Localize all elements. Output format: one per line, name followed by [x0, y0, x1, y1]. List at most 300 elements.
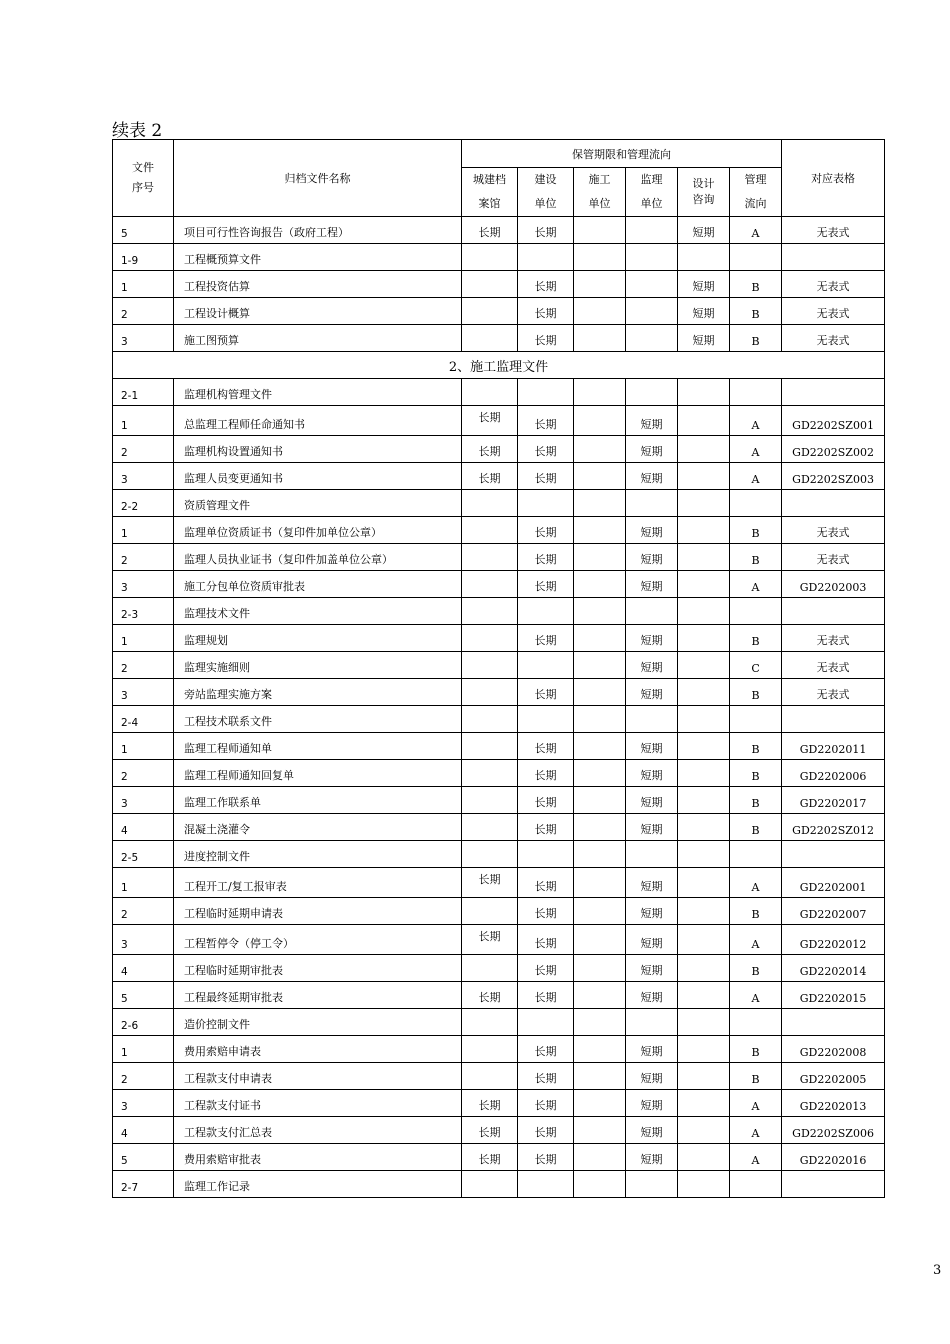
cell-citymuseum-text: 长期 — [478, 991, 501, 1004]
cell-seq-text: 2 — [121, 447, 128, 459]
cell-seq — [113, 706, 174, 733]
cell-supervisor — [626, 271, 678, 298]
cell-form — [782, 325, 885, 352]
cell-design — [678, 406, 730, 436]
table-row — [113, 406, 885, 436]
cell-design-text: 短期 — [692, 280, 715, 293]
cell-seq — [113, 490, 174, 517]
cell-flow — [730, 517, 782, 544]
cell-seq — [113, 1171, 174, 1198]
cell-name — [174, 571, 462, 598]
cell-construction — [518, 217, 574, 244]
cell-supervisor — [626, 982, 678, 1009]
cell-flow-text: A — [751, 227, 760, 240]
cell-form — [782, 925, 885, 955]
cell-seq — [113, 406, 174, 436]
table-row — [113, 244, 885, 271]
cell-citymuseum-text: 长期 — [478, 1126, 501, 1139]
cell-design — [678, 325, 730, 352]
cell-design — [678, 652, 730, 679]
cell-flow-text: B — [751, 743, 760, 756]
cell-form — [782, 490, 885, 517]
cell-citymuseum-text: 长期 — [478, 411, 501, 424]
cell-construction-text: 长期 — [534, 823, 557, 836]
cell-citymuseum-text: 长期 — [478, 472, 501, 485]
cell-construction-text: 长期 — [534, 742, 557, 755]
cell-name-text: 工程款支付证书 — [184, 1099, 261, 1112]
cell-flow — [730, 271, 782, 298]
cell-supervisor — [626, 733, 678, 760]
cell-citymuseum — [462, 244, 518, 271]
cell-name — [174, 1063, 462, 1090]
cell-form-text: GD2202013 — [799, 1100, 867, 1113]
cell-supervisor — [626, 868, 678, 898]
cell-contractor — [574, 982, 626, 1009]
cell-flow — [730, 787, 782, 814]
cell-flow-text: B — [751, 308, 760, 321]
cell-construction-text: 长期 — [534, 1045, 557, 1058]
header-col-line2: 单位 — [534, 197, 557, 210]
cell-contractor — [574, 679, 626, 706]
cell-construction-text: 长期 — [534, 688, 557, 701]
table-row — [113, 982, 885, 1009]
cell-flow — [730, 244, 782, 271]
cell-citymuseum-text — [462, 1194, 517, 1197]
cell-seq — [113, 298, 174, 325]
cell-flow — [730, 544, 782, 571]
cell-flow-text: B — [751, 635, 760, 648]
cell-name-text: 监理机构设置通知书 — [184, 445, 283, 458]
cell-name-text: 监理人员变更通知书 — [184, 472, 283, 485]
cell-name-text: 资质管理文件 — [184, 499, 250, 512]
cell-citymuseum — [462, 1144, 518, 1171]
cell-flow — [730, 571, 782, 598]
cell-construction-text: 长期 — [534, 634, 557, 647]
cell-supervisor — [626, 760, 678, 787]
cell-name — [174, 517, 462, 544]
cell-form-text: 无表式 — [816, 661, 850, 674]
cell-name-text: 混凝土浇灌令 — [184, 823, 250, 836]
cell-citymuseum — [462, 298, 518, 325]
table-row — [113, 841, 885, 868]
cell-flow — [730, 598, 782, 625]
cell-flow — [730, 1009, 782, 1036]
cell-construction-text: 长期 — [534, 472, 557, 485]
cell-construction — [518, 1009, 574, 1036]
cell-form-text: 无表式 — [816, 634, 850, 647]
cell-form — [782, 298, 885, 325]
cell-supervisor-text: 短期 — [640, 688, 663, 701]
cell-name — [174, 325, 462, 352]
cell-seq-text: 2-1 — [121, 390, 139, 402]
cell-citymuseum — [462, 787, 518, 814]
cell-form-text: GD2202008 — [799, 1046, 867, 1059]
cell-seq-text: 2 — [121, 555, 128, 567]
cell-flow — [730, 625, 782, 652]
cell-citymuseum — [462, 1117, 518, 1144]
cell-seq — [113, 814, 174, 841]
cell-contractor — [574, 1009, 626, 1036]
cell-name — [174, 1036, 462, 1063]
cell-construction-text: 长期 — [534, 1099, 557, 1112]
cell-name-text: 工程临时延期申请表 — [184, 907, 283, 920]
cell-seq — [113, 598, 174, 625]
cell-flow-text: A — [751, 992, 760, 1005]
cell-seq — [113, 1036, 174, 1063]
cell-form-text: GD2202SZ006 — [792, 1127, 874, 1140]
table-row — [113, 898, 885, 925]
cell-name — [174, 244, 462, 271]
cell-citymuseum — [462, 490, 518, 517]
cell-seq — [113, 955, 174, 982]
cell-seq-text: 2-7 — [121, 1182, 139, 1194]
cell-flow — [730, 733, 782, 760]
header-form: 对应表格 — [782, 140, 885, 217]
cell-citymuseum — [462, 868, 518, 898]
table-row — [113, 463, 885, 490]
cell-seq-text: 3 — [121, 336, 128, 348]
cell-form — [782, 1063, 885, 1090]
cell-flow-text: B — [751, 965, 760, 978]
cell-name-text: 工程最终延期审批表 — [184, 991, 283, 1004]
cell-name — [174, 760, 462, 787]
cell-seq-text: 2 — [121, 909, 128, 921]
cell-form — [782, 271, 885, 298]
cell-contractor — [574, 271, 626, 298]
cell-supervisor-text: 短期 — [640, 472, 663, 485]
cell-seq — [113, 982, 174, 1009]
cell-name-text: 监理工程师通知单 — [184, 742, 272, 755]
cell-name — [174, 379, 462, 406]
cell-supervisor-text — [626, 1194, 677, 1197]
cell-supervisor — [626, 1090, 678, 1117]
cell-seq-text: 2-2 — [121, 501, 139, 513]
cell-flow — [730, 379, 782, 406]
cell-flow-text: B — [751, 1073, 760, 1086]
cell-design — [678, 436, 730, 463]
cell-seq-text: 3 — [121, 582, 128, 594]
cell-citymuseum — [462, 544, 518, 571]
cell-seq-text: 4 — [121, 825, 128, 837]
cell-seq-text: 1 — [121, 282, 128, 294]
cell-design — [678, 463, 730, 490]
cell-flow-text: B — [751, 527, 760, 540]
cell-name — [174, 1090, 462, 1117]
cell-construction — [518, 544, 574, 571]
table-row — [113, 925, 885, 955]
cell-flow-text: B — [751, 689, 760, 702]
cell-design-text: 短期 — [692, 226, 715, 239]
cell-design — [678, 814, 730, 841]
cell-form — [782, 1117, 885, 1144]
cell-design — [678, 733, 730, 760]
cell-flow-text: B — [751, 1046, 760, 1059]
cell-name-text: 施工分包单位资质审批表 — [184, 580, 305, 593]
cell-citymuseum — [462, 271, 518, 298]
cell-name-text: 工程开工/复工报审表 — [184, 880, 287, 893]
cell-seq-text: 2-5 — [121, 852, 139, 864]
cell-supervisor — [626, 436, 678, 463]
cell-citymuseum — [462, 733, 518, 760]
cell-design — [678, 571, 730, 598]
cell-form-text: GD2202016 — [799, 1154, 867, 1167]
cell-design — [678, 298, 730, 325]
page-number: 3 — [933, 1263, 942, 1278]
cell-construction — [518, 814, 574, 841]
cell-construction-text: 长期 — [534, 580, 557, 593]
cell-form-text: GD2202SZ012 — [792, 824, 874, 837]
cell-form — [782, 1144, 885, 1171]
cell-seq-text: 3 — [121, 798, 128, 810]
table-row — [113, 217, 885, 244]
cell-flow — [730, 490, 782, 517]
cell-contractor — [574, 379, 626, 406]
cell-seq — [113, 1090, 174, 1117]
cell-seq-text: 2-4 — [121, 717, 139, 729]
cell-construction — [518, 1144, 574, 1171]
table-row — [113, 379, 885, 406]
cell-seq — [113, 898, 174, 925]
cell-seq — [113, 271, 174, 298]
cell-seq — [113, 1063, 174, 1090]
cell-name-text: 工程暂停令（停工令） — [184, 937, 294, 950]
cell-contractor — [574, 898, 626, 925]
cell-construction-text: 长期 — [534, 880, 557, 893]
header-col-0 — [462, 168, 518, 217]
cell-supervisor — [626, 517, 678, 544]
cell-flow-text: A — [751, 473, 760, 486]
table-row — [113, 271, 885, 298]
cell-seq — [113, 217, 174, 244]
cell-citymuseum-text: 长期 — [478, 226, 501, 239]
cell-construction-text: 长期 — [534, 796, 557, 809]
header-group: 保管期限和管理流向 — [462, 140, 782, 168]
cell-seq — [113, 544, 174, 571]
header-col-line2: 单位 — [588, 197, 611, 210]
header-seq — [113, 140, 174, 217]
table-row — [113, 325, 885, 352]
cell-citymuseum — [462, 1036, 518, 1063]
cell-seq-text: 1 — [121, 882, 128, 894]
cell-name-text: 进度控制文件 — [184, 850, 250, 863]
cell-flow — [730, 760, 782, 787]
cell-name — [174, 679, 462, 706]
cell-name — [174, 925, 462, 955]
header-col-line1: 管理 — [744, 173, 767, 186]
cell-supervisor-text: 短期 — [640, 907, 663, 920]
cell-flow-text: B — [751, 770, 760, 783]
cell-seq-text: 5 — [121, 1155, 128, 1167]
cell-supervisor — [626, 406, 678, 436]
cell-construction — [518, 436, 574, 463]
cell-design — [678, 244, 730, 271]
header-col-2 — [574, 168, 626, 217]
table-row — [113, 1009, 885, 1036]
cell-form — [782, 463, 885, 490]
cell-construction — [518, 733, 574, 760]
cell-form — [782, 955, 885, 982]
cell-seq-text: 5 — [121, 993, 128, 1005]
cell-name — [174, 406, 462, 436]
cell-design — [678, 1036, 730, 1063]
cell-form — [782, 1090, 885, 1117]
cell-seq — [113, 868, 174, 898]
cell-supervisor-text: 短期 — [640, 769, 663, 782]
cell-seq — [113, 571, 174, 598]
cell-flow — [730, 1063, 782, 1090]
cell-flow-text: A — [751, 938, 760, 951]
cell-seq — [113, 325, 174, 352]
cell-contractor — [574, 244, 626, 271]
cell-flow-text — [730, 1194, 781, 1197]
cell-supervisor — [626, 898, 678, 925]
cell-supervisor — [626, 814, 678, 841]
cell-seq-text: 3 — [121, 939, 128, 951]
cell-flow — [730, 706, 782, 733]
cell-form — [782, 517, 885, 544]
cell-form — [782, 679, 885, 706]
cell-construction — [518, 490, 574, 517]
cell-design-text — [678, 1194, 729, 1197]
cell-seq — [113, 841, 174, 868]
cell-contractor — [574, 1036, 626, 1063]
cell-design — [678, 1090, 730, 1117]
cell-citymuseum — [462, 217, 518, 244]
cell-form-text — [782, 1194, 884, 1197]
header-col-line2: 案馆 — [478, 197, 501, 210]
cell-contractor — [574, 652, 626, 679]
cell-supervisor — [626, 571, 678, 598]
cell-construction-text: 长期 — [534, 307, 557, 320]
table-row — [113, 1090, 885, 1117]
cell-name-text: 工程款支付汇总表 — [184, 1126, 272, 1139]
cell-seq — [113, 463, 174, 490]
cell-supervisor — [626, 325, 678, 352]
cell-design — [678, 1144, 730, 1171]
cell-seq-text: 1 — [121, 1047, 128, 1059]
cell-construction-text: 长期 — [534, 280, 557, 293]
cell-citymuseum — [462, 841, 518, 868]
cell-seq-text: 5 — [121, 228, 128, 240]
cell-name-text: 工程设计概算 — [184, 307, 250, 320]
table-row — [113, 436, 885, 463]
table-row — [113, 814, 885, 841]
cell-construction — [518, 517, 574, 544]
cell-flow-text: B — [751, 281, 760, 294]
cell-design — [678, 1117, 730, 1144]
cell-construction — [518, 760, 574, 787]
table-row — [113, 868, 885, 898]
cell-name-text: 监理工程师通知回复单 — [184, 769, 294, 782]
cell-seq-text: 2-6 — [121, 1020, 139, 1032]
cell-flow-text: A — [751, 1127, 760, 1140]
cell-contractor — [574, 490, 626, 517]
cell-form — [782, 706, 885, 733]
cell-form — [782, 217, 885, 244]
header-col-line2: 流向 — [744, 197, 767, 210]
cell-name-text: 监理实施细则 — [184, 661, 250, 674]
header-col-4 — [678, 168, 730, 217]
cell-name-text: 造价控制文件 — [184, 1018, 250, 1031]
cell-contractor — [574, 544, 626, 571]
cell-flow — [730, 1036, 782, 1063]
cell-supervisor-text: 短期 — [640, 1153, 663, 1166]
header-col-5 — [730, 168, 782, 217]
table-row — [113, 298, 885, 325]
cell-form — [782, 625, 885, 652]
cell-contractor — [574, 436, 626, 463]
cell-design — [678, 787, 730, 814]
cell-name — [174, 1171, 462, 1198]
cell-flow — [730, 925, 782, 955]
cell-supervisor-text: 短期 — [640, 634, 663, 647]
cell-design — [678, 598, 730, 625]
cell-construction — [518, 925, 574, 955]
cell-supervisor — [626, 298, 678, 325]
cell-construction-text: 长期 — [534, 553, 557, 566]
cell-flow-text: A — [751, 881, 760, 894]
table-row — [113, 490, 885, 517]
cell-design — [678, 1171, 730, 1198]
cell-name — [174, 733, 462, 760]
cell-name — [174, 625, 462, 652]
cell-contractor — [574, 517, 626, 544]
table-row — [113, 679, 885, 706]
cell-name-text: 工程临时延期审批表 — [184, 964, 283, 977]
cell-supervisor-text: 短期 — [640, 1072, 663, 1085]
cell-flow-text: A — [751, 581, 760, 594]
cell-design — [678, 1063, 730, 1090]
cell-contractor — [574, 925, 626, 955]
cell-form-text: GD2202005 — [799, 1073, 867, 1086]
cell-form-text: 无表式 — [816, 526, 850, 539]
cell-design — [678, 544, 730, 571]
cell-flow-text: B — [751, 908, 760, 921]
cell-supervisor — [626, 679, 678, 706]
cell-name — [174, 898, 462, 925]
cell-design — [678, 625, 730, 652]
cell-contractor — [574, 298, 626, 325]
cell-form — [782, 1171, 885, 1198]
cell-construction — [518, 982, 574, 1009]
cell-flow — [730, 814, 782, 841]
cell-supervisor-text: 短期 — [640, 823, 663, 836]
cell-flow — [730, 1090, 782, 1117]
table-row — [113, 571, 885, 598]
cell-name — [174, 982, 462, 1009]
cell-supervisor — [626, 598, 678, 625]
cell-supervisor-text: 短期 — [640, 964, 663, 977]
cell-flow-text: C — [751, 662, 760, 675]
cell-name-text: 监理工作联系单 — [184, 796, 261, 809]
cell-seq — [113, 1009, 174, 1036]
cell-form-text: GD2202SZ001 — [792, 419, 874, 432]
cell-design — [678, 841, 730, 868]
cell-seq-text: 4 — [121, 966, 128, 978]
cell-seq-text: 1-9 — [121, 255, 139, 267]
cell-flow — [730, 841, 782, 868]
cell-flow-text: B — [751, 554, 760, 567]
cell-contractor — [574, 733, 626, 760]
cell-form-text: GD2202006 — [799, 770, 867, 783]
cell-form — [782, 571, 885, 598]
cell-citymuseum — [462, 760, 518, 787]
cell-form-text: 无表式 — [816, 280, 850, 293]
cell-construction — [518, 598, 574, 625]
table-row — [113, 352, 885, 379]
cell-seq — [113, 733, 174, 760]
cell-construction — [518, 1171, 574, 1198]
